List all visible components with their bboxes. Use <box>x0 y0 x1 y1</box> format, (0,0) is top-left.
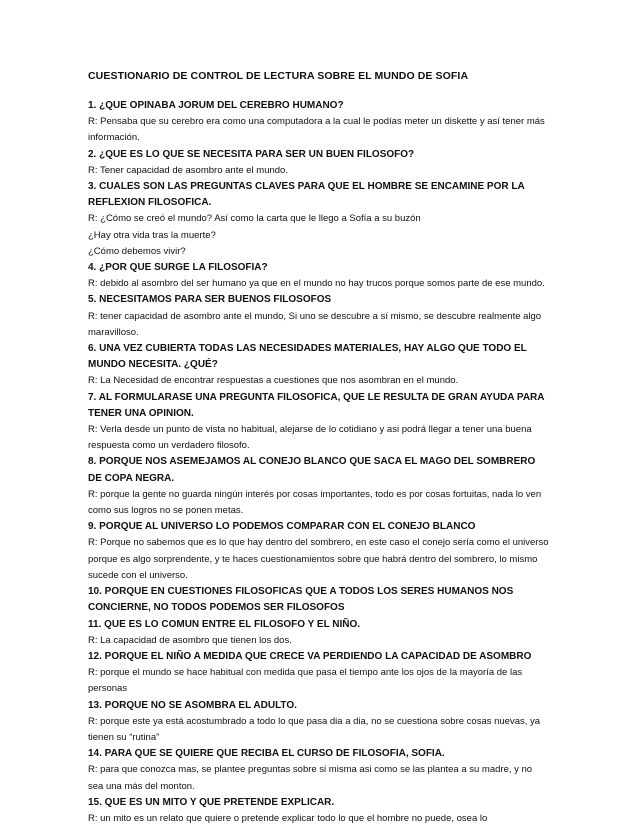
question-block <box>88 292 550 341</box>
question-text: 15. QUE ES UN MITO Y QUE PRETENDE EXPLICAR. <box>88 796 335 808</box>
question-block <box>88 746 550 795</box>
answer-text: R: porque el mundo se hace habitual con medida que pasa el tiempo ante los ojos de la mayoría de las personas <box>88 667 523 695</box>
question-block <box>88 584 550 616</box>
answer-text: R: La Necesidad de encontrar respuestas a cuestiones que nos asombran en el mundo. <box>88 375 459 387</box>
question-text: 2. ¿QUE ES LO QUE SE NECESITA PARA SER UN BUEN FILOSOFO? <box>88 148 415 160</box>
question-text: 9. PORQUE AL UNIVERSO LO PODEMOS COMPARAR CON EL CONEJO BLANCO <box>88 521 476 533</box>
question-block <box>88 698 550 747</box>
answer-text: ¿Hay otra vida tras la muerte? <box>88 229 216 241</box>
question-block <box>88 519 550 584</box>
question-text: 7. AL FORMULARASE UNA PREGUNTA FILOSOFICA, QUE LE RESULTA DE GRAN AYUDA PARA TENER UNA OPINION. <box>88 391 545 419</box>
question-text: 4. ¿POR QUE SURGE LA FILOSOFIA? <box>88 262 268 274</box>
question-text: 8. PORQUE NOS ASEMEJAMOS AL CONEJO BLANCO QUE SACA EL MAGO DEL SOMBRERO DE COPA NEGRA. <box>88 456 536 484</box>
document-content <box>88 70 550 827</box>
question-text: 14. PARA QUE SE QUIERE QUE RECIBA EL CURSO DE FILOSOFIA, SOFIA. <box>88 748 445 760</box>
answer-text: R: Verla desde un punto de vista no habitual, alejarse de lo cotidiano y asi podrá llegar a tener una buena respuesta como un verdadero filosofo. <box>88 424 532 452</box>
question-list <box>88 98 550 827</box>
answer-text: ¿Cómo debemos vivir? <box>88 245 186 257</box>
question-text: 10. PORQUE EN CUESTIONES FILOSOFICAS QUE A TODOS LOS SERES HUMANOS NOS CONCIERNE, NO TODOS PODEMOS SER FILOSOFOS <box>88 586 514 614</box>
question-block <box>88 260 550 292</box>
question-block <box>88 98 550 147</box>
answer-text: R: un mito es un relato que quiere o pretende explicar todo lo que el hombre no puede, osea lo <box>88 812 488 824</box>
document-title: CUESTIONARIO DE CONTROL DE LECTURA SOBRE EL MUNDO DE SOFIA <box>88 70 469 82</box>
answer-text: R: porque la gente no guarda ningún interés por cosas importantes, todo es por cosas fortuitas, nada lo ven como sus logros no se ponen metas. <box>88 488 542 517</box>
answer-text: R: ¿Cómo se creó el mundo? Así como la carta que le llego a Sofía a su buzón <box>88 213 421 225</box>
answer-text: R: tener capacidad de asombro ante el mundo, Si uno se descubre a sí mismo, se descubre realmente algo maravilloso. <box>88 310 542 338</box>
answer-text: R: debido al asombro del ser humano ya que en el mundo no hay trucos porque somos parte de ese mundo. <box>88 278 545 290</box>
question-block <box>88 390 550 455</box>
answer-text: R: porque este ya está acostumbrado a todo lo que pasa dia a dia, no se cuestiona sobre cosas nuevas, ya tienen su “rutina” <box>88 715 541 743</box>
question-text: 6. UNA VEZ CUBIERTA TODAS LAS NECESIDADES MATERIALES, HAY ALGO QUE TODO EL MUNDO NECESITA. ¿QUÉ? <box>88 343 527 371</box>
question-text: 3. CUALES SON LAS PREGUNTAS CLAVES PARA QUE EL HOMBRE SE ENCAMINE POR LA REFLEXION FILOSOFICA. <box>88 181 525 209</box>
answer-text: R: Tener capacidad de asombro ante el mundo. <box>88 164 288 176</box>
question-block <box>88 341 550 390</box>
question-text: 11. QUE ES LO COMUN ENTRE EL FILOSOFO Y EL NIÑO. <box>88 618 361 630</box>
answer-text: R: La capacidad de asombro que tienen los dos. <box>88 634 292 646</box>
question-block <box>88 795 550 827</box>
question-block <box>88 147 550 179</box>
answer-text: R: Porque no sabemos que es lo que hay dentro del sombrero, en este caso el conejo sería como el universo porque es algo sorprendente, y te haces cuestionamientos sobre que habrá dentro del sombrero, lo mismo sucede con el universo. <box>88 537 549 581</box>
question-text: 13. PORQUE NO SE ASOMBRA EL ADULTO. <box>88 699 297 711</box>
question-block <box>88 617 550 649</box>
question-block <box>88 179 550 260</box>
question-text: 5. NECESITAMOS PARA SER BUENOS FILOSOFOS <box>88 294 332 306</box>
question-block <box>88 454 550 519</box>
answer-text: R: Pensaba que su cerebro era como una computadora a la cual le podías meter un diskette y así tener más información. <box>88 116 545 144</box>
question-block <box>88 649 550 698</box>
question-text: 1. ¿QUE OPINABA JORUM DEL CEREBRO HUMANO? <box>88 100 344 111</box>
question-text: 12. PORQUE EL NIÑO A MEDIDA QUE CRECE VA PERDIENDO LA CAPACIDAD DE ASOMBRO <box>88 650 532 662</box>
answer-text: R: para que conozca mas, se plantee preguntas sobre si misma asi como se las plantea a su madre, y no sea una más del monton. <box>88 764 533 792</box>
